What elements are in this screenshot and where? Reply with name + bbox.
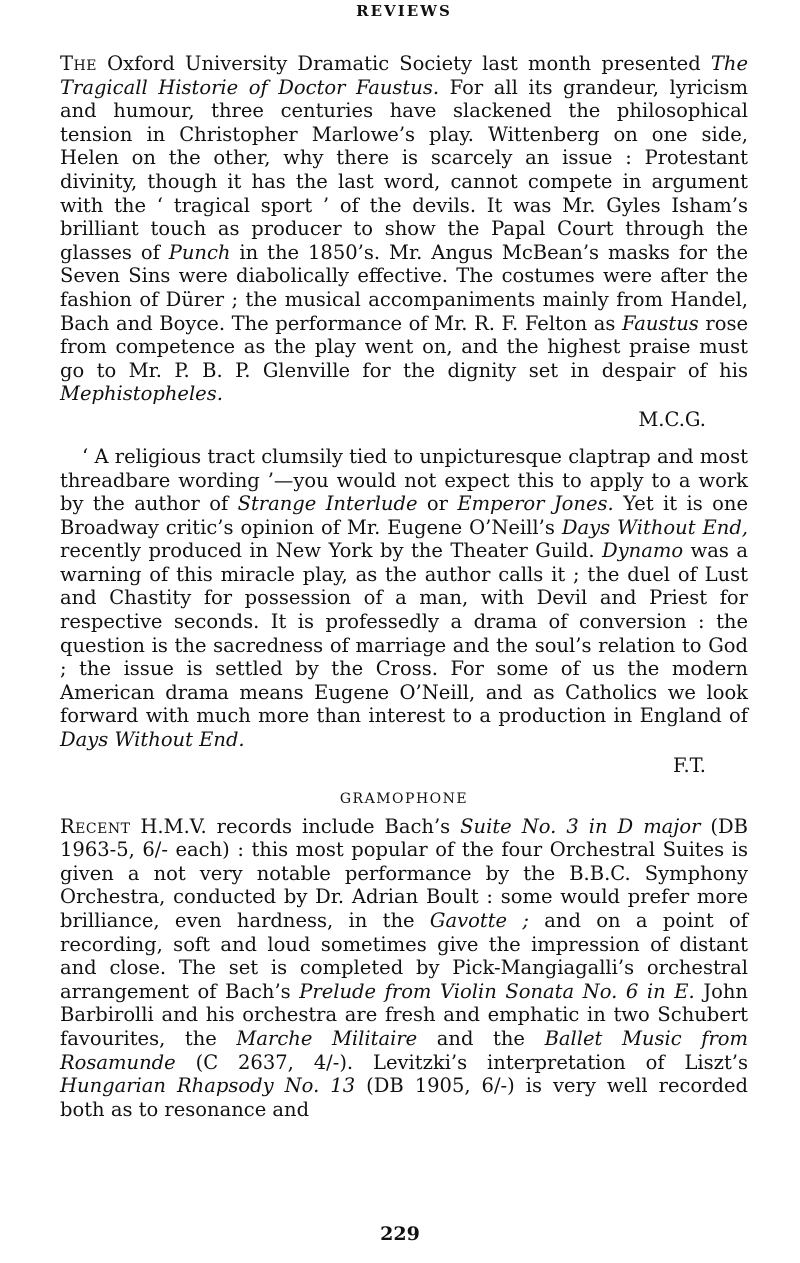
work-title: Gavotte ;	[429, 909, 529, 932]
text-run: rose from competence as the play went on, and the highest praise must go to Mr. P. B. P. Glenville for the dignity set in despair of his	[60, 311, 749, 382]
section-heading: GRAMOPHONE	[339, 790, 469, 807]
work-title: The Tragicall Historie of Doctor Faustus.	[60, 52, 748, 99]
work-title: Hungarian Rhapsody No. 13	[60, 1074, 356, 1098]
work-title: Strange Interlude	[237, 492, 418, 516]
role-name: Faustus	[622, 311, 699, 335]
text-run: and the	[417, 1026, 545, 1050]
text-run: H.M.V. records include Bach’s	[130, 814, 461, 838]
work-title: Punch	[168, 240, 231, 264]
text-run: Yet it is one Broadway critic’s opinion of Mr. Eugene O’Neill’s	[60, 492, 748, 539]
gramophone-paragraph	[60, 815, 748, 1122]
role-name: Mephistopheles.	[60, 382, 223, 406]
review-paragraph-faustus	[60, 52, 748, 406]
text-run: or	[417, 492, 458, 516]
running-head: REVIEWS	[356, 2, 452, 20]
text-run: in the 1850’s. Mr. Angus McBean’s masks for the Seven Sins were diabolically effective. The costumes were after the fashion of Dürer ; the musical accompaniments mainly from Handel, Bach and Boyce. The performance of Mr. R. F. Felton as	[60, 240, 749, 335]
text-run: (C 2637, 4/-). Levitzki’s interpretation of Liszt’s	[175, 1050, 748, 1074]
text-run: For all its grandeur, lyricism and humour, three centuries have slackened the philosophical tension in Christopher Marlowe’s play. Wittenberg on one side, Helen on the other, why there is scarcely an issue : Protestant divinity, though it has the last word, cannot compete in argument with the ‘ tragical sport ’ of the devils. It was Mr. Gyles Isham’s brilliant touch as producer to show the Papal Court through the glasses of	[60, 75, 748, 264]
work-title: Emperor Jones.	[457, 492, 614, 516]
work-title: Days Without End.	[60, 728, 245, 752]
review-paragraph-oneill	[60, 445, 748, 752]
reviewer-signature: F.T.	[672, 753, 706, 777]
work-title: Prelude from Violin Sonata No. 6 in E.	[299, 979, 695, 1003]
work-title: Days Without End,	[561, 515, 749, 539]
text-run: John Barbirolli and his orchestra are fresh and emphatic in two Schubert favourites, the	[60, 979, 748, 1050]
text-run: recently produced in New York by the Theater Guild.	[60, 539, 603, 563]
work-title: Marche Militaire	[236, 1026, 418, 1050]
text-run: ‘ A religious tract clumsily tied to unpicturesque claptrap and most threadbare wording ’—you would not expect this to apply to a work by the author of	[60, 444, 748, 516]
page-number: 229	[380, 1223, 420, 1245]
text-run: (DB 1963-5, 6/- each) : this most popular of the four Orchestral Suites is given a not very notable performance by the B.B.C. Symphony Orchestra, conducted by Dr. Adrian Boult : some would prefer more brilliance, even hardness, in the	[60, 814, 748, 932]
reviewer-signature: M.C.G.	[638, 407, 706, 431]
text-run: and on a point of recording, soft and loud sometimes give the impression of distant and close. The set is completed by Pick-Mangiagalli’s orchestral arrangement of Bach’s	[60, 909, 748, 1003]
text-run: Oxford University Dramatic Society last month presented	[96, 52, 711, 75]
work-title: Dynamo	[602, 539, 684, 563]
lead-word: Recent	[60, 814, 131, 838]
work-title: Suite No. 3 in D major	[460, 814, 701, 838]
text-run: was a warning of this miracle play, as the author calls it ; the duel of Lust and Chastity for possession of a man, with Devil and Priest for respective seconds. It is professedly a drama of conversion : the question is the sacredness of marriage and the soul’s relation to God ; the issue is settled by the Cross. For some of us the modern American drama means Eugene O’Neill, and as Catholics we look forward with much more than interest to a production in England of	[60, 539, 748, 728]
lead-word: The	[60, 52, 97, 75]
work-title: Ballet Music from Rosamunde	[60, 1026, 749, 1074]
text-run: (DB 1905, 6/-) is very well recorded both as to resonance and	[60, 1074, 749, 1121]
